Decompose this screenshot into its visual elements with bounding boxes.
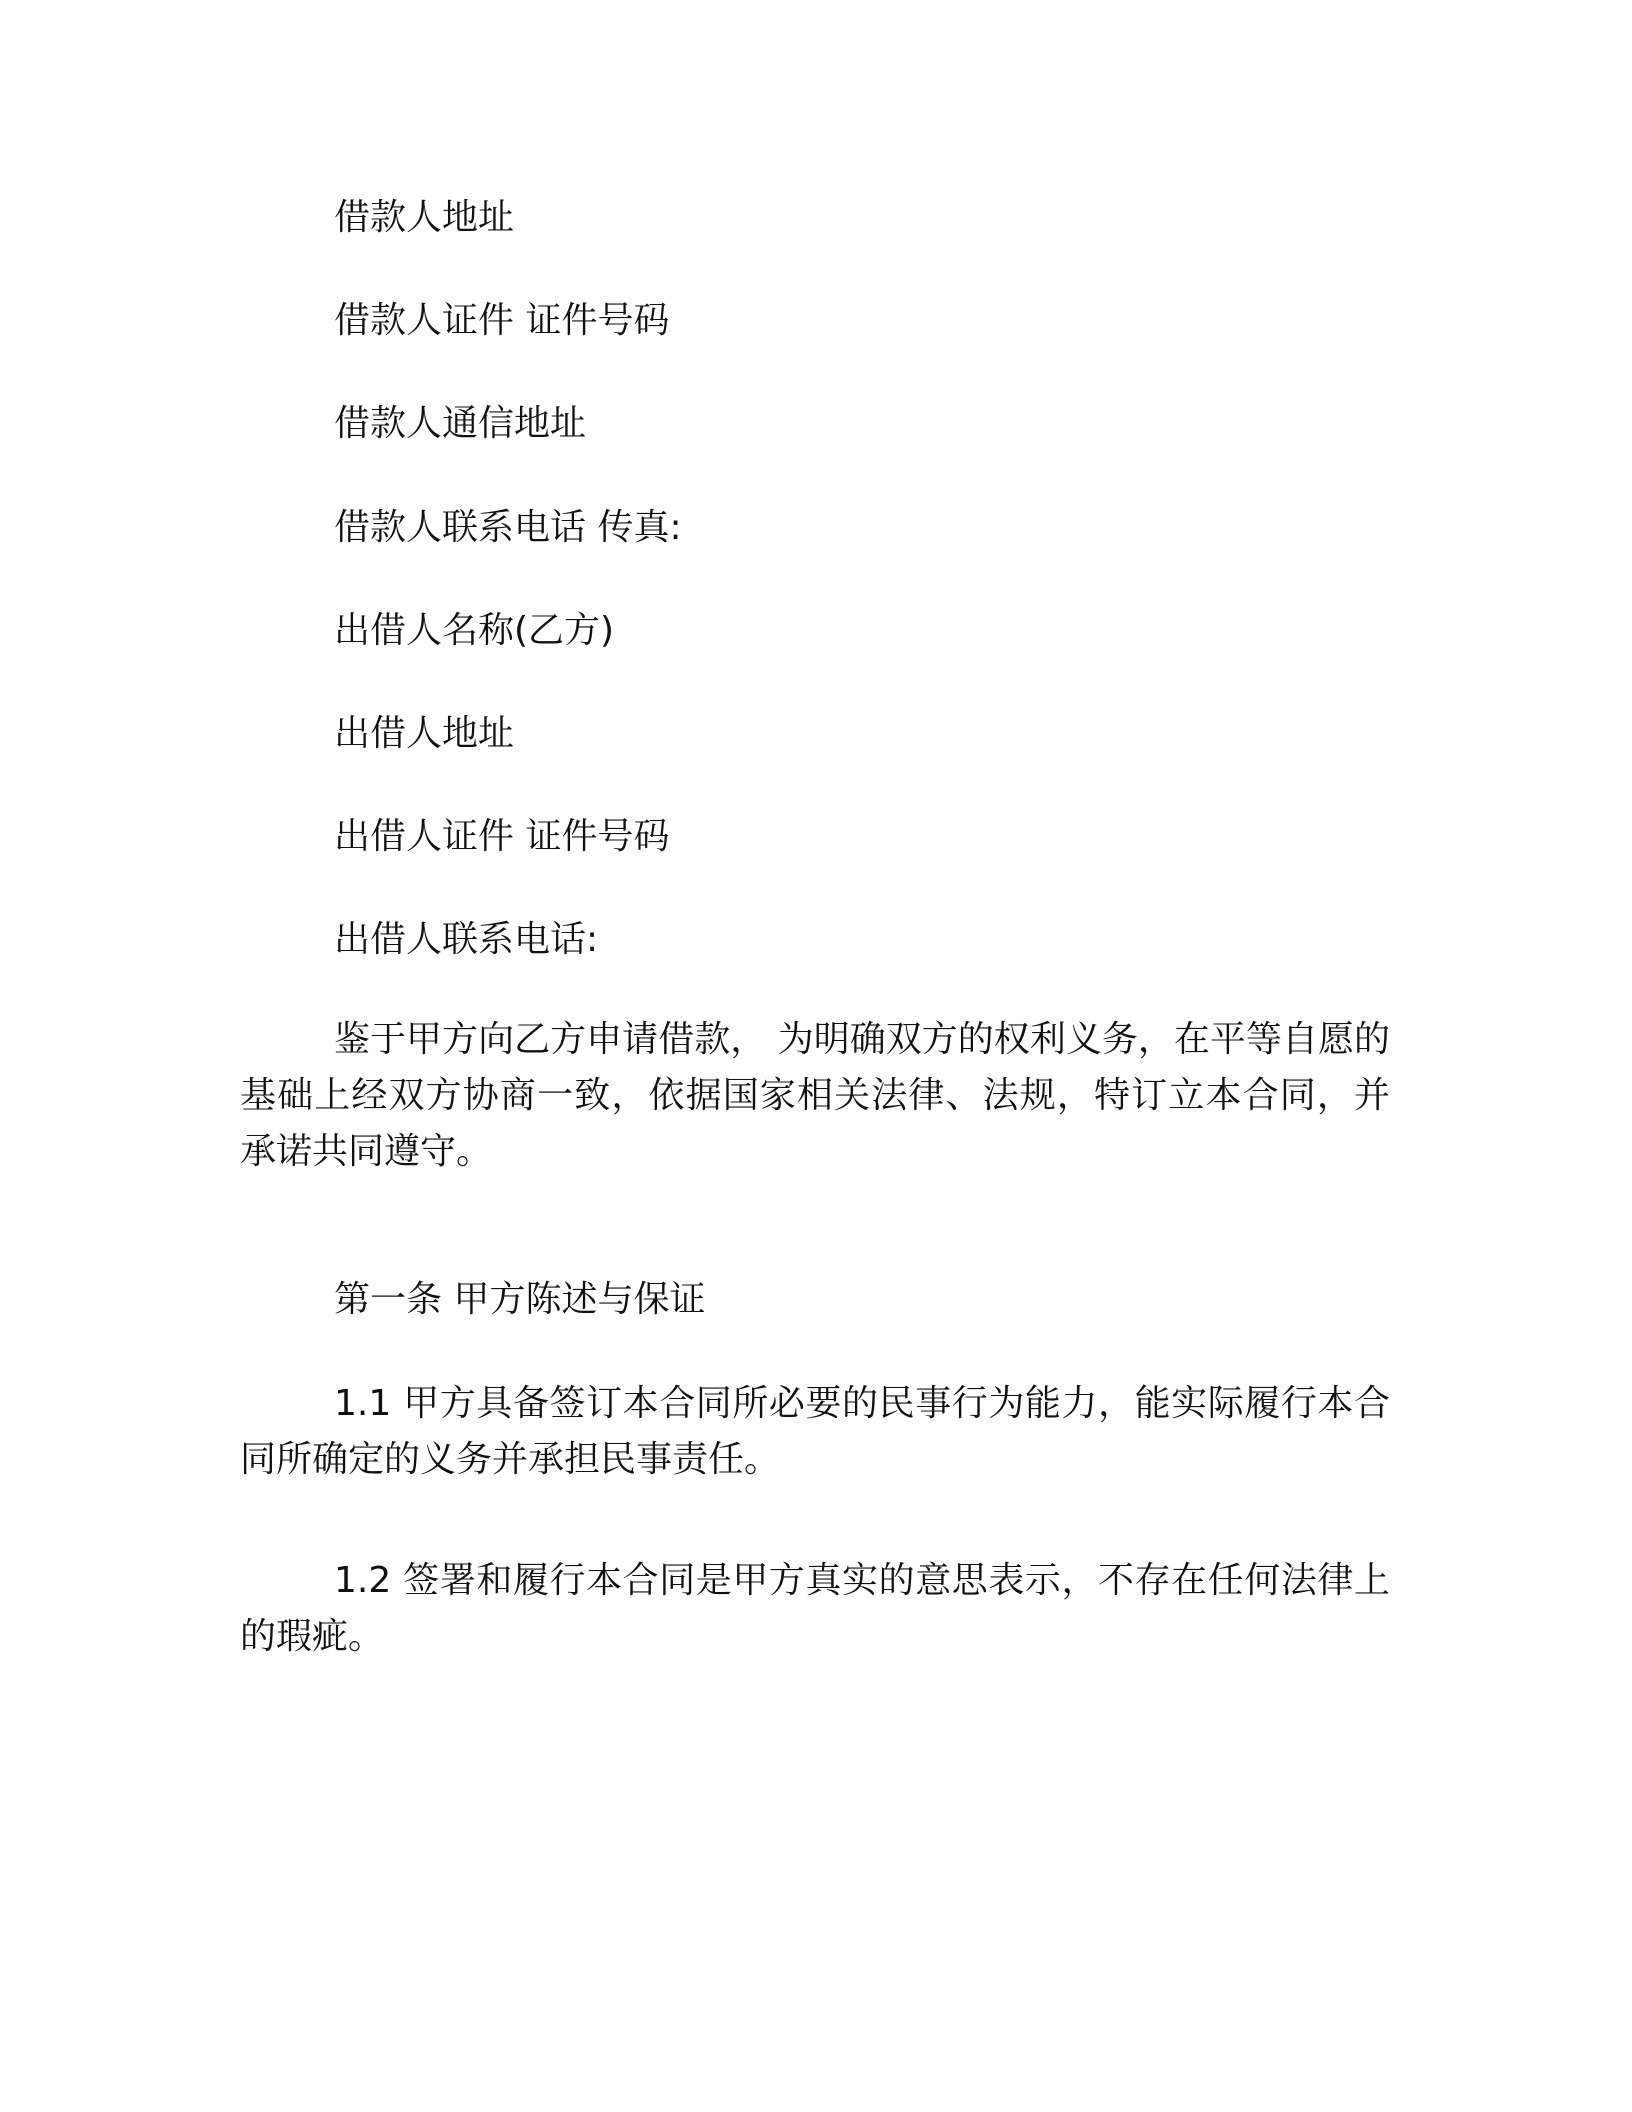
borrower-address-line: 借款人地址: [334, 197, 515, 238]
clause-1-2: 1.2 签署和履行本合同是甲方真实的意思表示，不存在任何法律上的瑕疵。: [240, 1560, 1390, 1657]
lender-id-line: 出借人证件 证件号码: [334, 816, 670, 857]
borrower-id-line: 借款人证件 证件号码: [334, 300, 670, 341]
clause-1-1: 1.1 甲方具备签订本合同所必要的民事行为能力，能实际履行本合同所确定的义务并承担民事责任。: [240, 1383, 1390, 1480]
lender-name-line: 出借人名称(乙方): [334, 610, 615, 651]
borrower-phone-fax-line: 借款人联系电话 传真:: [334, 507, 682, 548]
preamble-paragraph: 鉴于甲方向乙方申请借款， 为明确双方的权利义务，在平等自愿的基础上经双方协商一致，依据国家相关法律、法规，特订立本合同，并承诺共同遵守。: [240, 1019, 1390, 1172]
borrower-mailing-address-line: 借款人通信地址: [334, 403, 587, 444]
lender-phone-line: 出借人联系电话:: [334, 919, 599, 960]
article-1-heading: 第一条 甲方陈述与保证: [334, 1279, 706, 1320]
lender-address-line: 出借人地址: [334, 713, 515, 754]
